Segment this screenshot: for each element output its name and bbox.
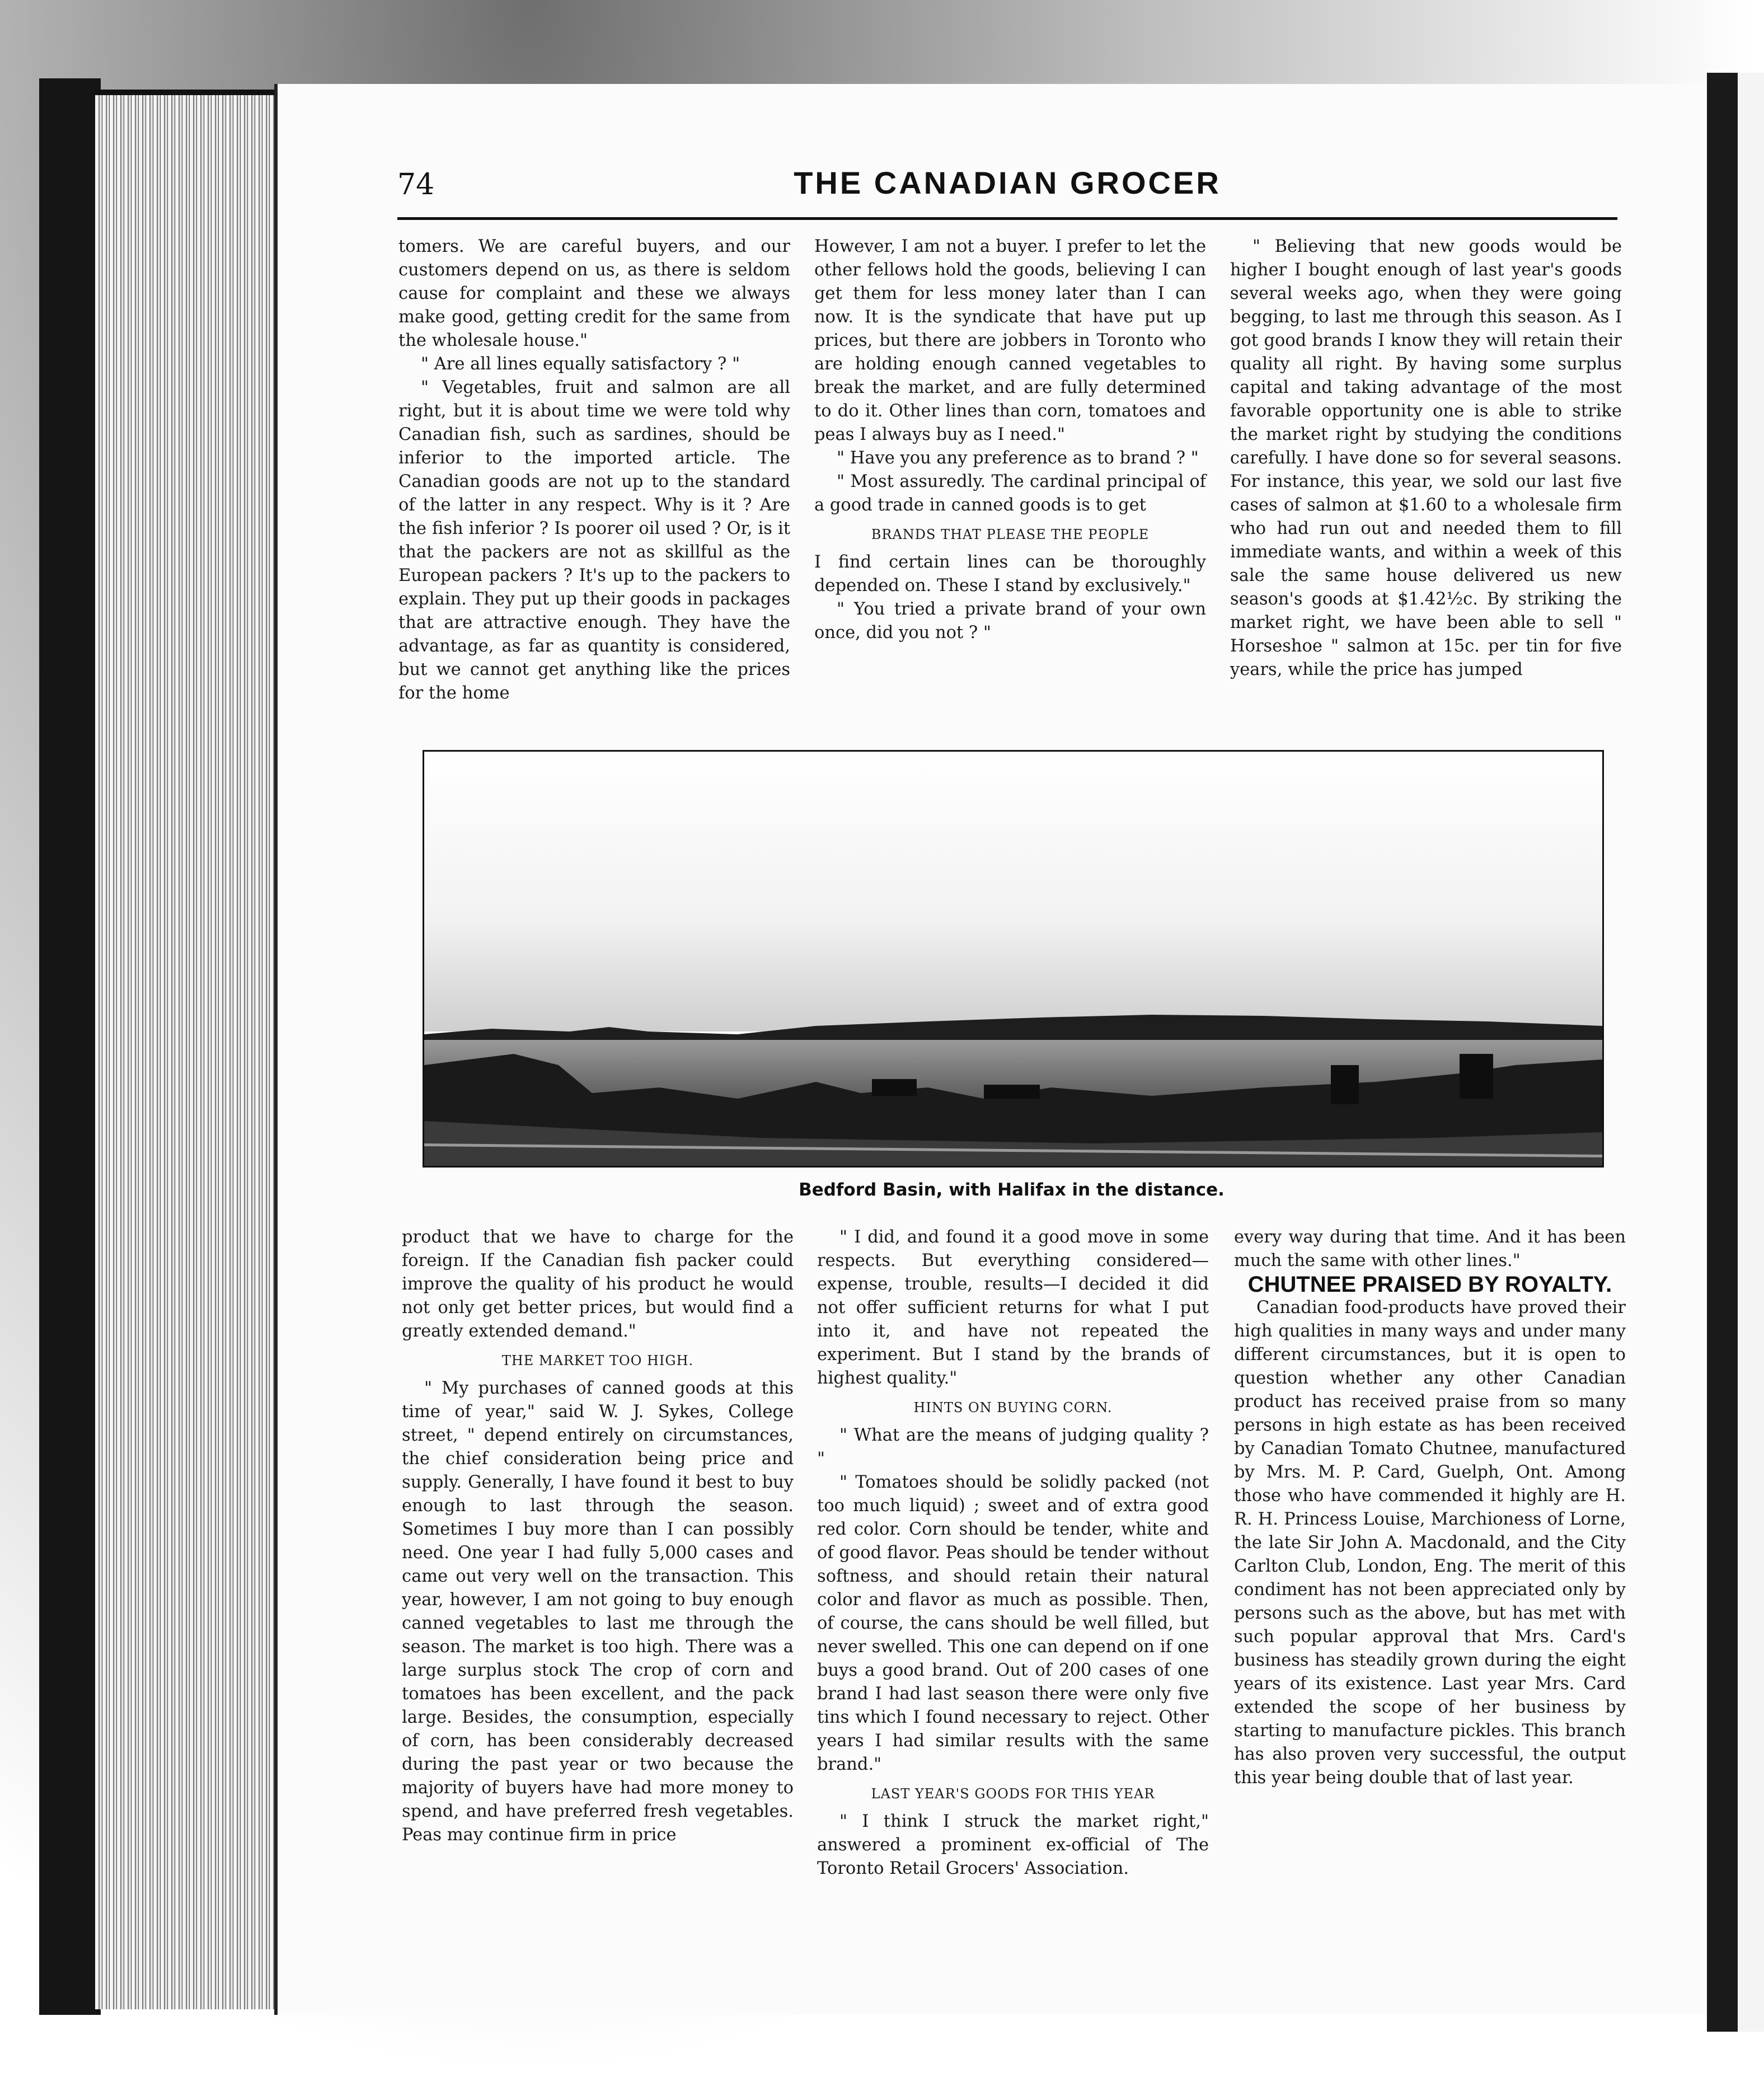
paragraph: However, I am not a buyer. I prefer to let the other fellows hold the goods, believing I can get them for less money later than I can now. It is the syndicate that have put up prices, but there are jobbers in Toronto who are holding enough canned vegetables to break the market, and are fully determined to do it. Other lines than corn, tomatoes and peas I always buy as I need." xyxy=(814,237,1206,444)
paragraph: " Most assuredly. The cardinal principal of a good trade in canned goods is to get xyxy=(814,472,1206,515)
paragraph: " I think I struck the market right," answered a prominent ex-official of The Toronto Retail Grocers' Association. xyxy=(817,1812,1209,1878)
paragraph: " My purchases of canned goods at this time of year," said W. J. Sykes, College street, " depend entirely on circumstances, the chief consideration being price and supply. Generally, I have found it best to buy enough to last through the season. Sometimes I buy more than I can possibly need. One year I had fully 5,000 cases and came out very well on the transaction. This year, however, I am not going to buy enough canned vegetables to last me through the season. The market is too high. There was a large surplus stock The crop of corn and tomatoes has been excellent, and the pack large. Besides, the consumption, especially of corn, has been considerably decreased during the past year or two because the majority of buyers have had more money to spend, and have preferred fresh vegetables. Peas may continue firm in price xyxy=(402,1379,794,1845)
facing-page-edge xyxy=(1707,73,1764,2032)
paragraph: tomers. We are careful buyers, and our customers depend on us, as there is seldom cause for complaint and these we always make good, getting credit for the same from the wholesale house." xyxy=(398,237,790,350)
paragraph: " Vegetables, fruit and salmon are all right, but it is about time we were told why Canadian fish, such as sardines, should be inferior to the imported article. The Canadian goods are not up to the standard of the latter in any respect. Why is it ? Are the fish inferior ? Is poorer oil used ? Or, is it that the packers are not as skillful as the European packers ? It's up to the packers to explain. They put up their goods in packages that are attractive enough. They have the advantage, as far as quantity is considered, but we cannot get anything like the prices for the home xyxy=(398,378,790,703)
bottom-column-1 xyxy=(402,1226,794,1847)
subheading: BRANDS THAT PLEASE THE PEOPLE xyxy=(871,527,1150,542)
bottom-column-2 xyxy=(817,1226,1209,1881)
subheading: THE MARKET TOO HIGH. xyxy=(501,1353,694,1368)
paragraph: " I did, and found it a good move in some respects. But everything considered—expense, trouble, results—I decided it did not offer sufficient returns for what I put into it, and have not repeated the experiment. But I stand by the brands of highest quality." xyxy=(817,1227,1209,1388)
journal-title: THE CANADIAN GROCER xyxy=(794,165,1221,200)
page-header xyxy=(397,165,1617,218)
page-edges xyxy=(95,90,280,2009)
paragraph: " Are all lines equally satisfactory ? " xyxy=(421,354,740,374)
paragraph: " Believing that new goods would be higher I bought enough of last year's goods several weeks ago, when they were going begging, to last me through this season. As I got good brands I know they will retain their quality all right. By having some surplus capital and taking advantage of the most favorable opportunity one is able to strike the market right by studying the conditions carefully. I have done so for several seasons. For instance, this year, we sold our last five cases of salmon at $1.60 to a wholesale firm who had run out and needed them to fill immediate wants, and within a week of this sale the same house delivered us new season's goods at $1.42½c. By striking the market right, we have been able to sell " Horseshoe " salmon at 15c. per tin for five years, while the price has jumped xyxy=(1230,237,1622,679)
top-column-3 xyxy=(1230,235,1622,682)
paragraph: " You tried a private brand of your own once, did you not ? " xyxy=(814,599,1206,643)
subheading: LAST YEAR'S GOODS FOR THIS YEAR xyxy=(871,1786,1155,1802)
paragraph: product that we have to charge for the foreign. If the Canadian fish packer could improve the quality of his product he would not only get better prices, but would find a greatly extended demand." xyxy=(402,1227,794,1341)
paragraph: I find certain lines can be thoroughly depended on. These I stand by exclusively." xyxy=(814,552,1206,596)
bottom-column-3 xyxy=(1234,1226,1626,1790)
photo-caption: Bedford Basin, with Halifax in the distance. xyxy=(799,1180,1225,1200)
subheading: HINTS ON BUYING CORN. xyxy=(913,1400,1113,1415)
top-column-1 xyxy=(398,235,790,705)
article-heading: CHUTNEE PRAISED BY ROYALTY. xyxy=(1247,1272,1612,1297)
page-number: 74 xyxy=(397,168,435,201)
top-column-2 xyxy=(814,235,1206,645)
paragraph: " Tomatoes should be solidly packed (not too much liquid) ; sweet and of extra good red color. Corn should be tender, white and of good flavor. Peas should be tender without softness, and should retain their natural color and flavor as much as possible. Then, of course, the cans should be well filled, but never swelled. This one can depend on if one buys a good brand. Out of 200 cases of one brand I had last season there were only five tins which I found necessary to reject. Other years I had similar results with the same brand." xyxy=(817,1473,1209,1774)
paragraph: " Have you any preference as to brand ? " xyxy=(837,448,1199,468)
paragraph: " What are the means of judging quality ? " xyxy=(817,1426,1209,1469)
harbour-photograph xyxy=(423,750,1604,1168)
paragraph: Canadian food-products have proved their high qualities in many ways and under many different circumstances, but it is open to question whether any other Canadian product has received praise from so many persons in high estate as has been received by Canadian Tomato Chutnee, manufactured by Mrs. M. P. Card, Guelph, Ont. Among those who have commended it highly are H. R. H. Princess Louise, Marchioness of Lorne, the late Sir John A. Macdonald, and the City Carlton Club, London, Eng. The merit of this condiment has not been appreciated only by persons such as the above, but has met with such popular approval that Mrs. Card's business has steadily grown during the eight years of its existence. Last year Mrs. Card extended the scope of her business by starting to manufacture pickles. This branch has also proven very successful, the output this year being double that of last year. xyxy=(1234,1298,1626,1788)
book-spine xyxy=(39,78,101,2015)
header-rule xyxy=(397,217,1617,220)
paragraph: every way during that time. And it has been much the same with other lines." xyxy=(1234,1227,1626,1270)
